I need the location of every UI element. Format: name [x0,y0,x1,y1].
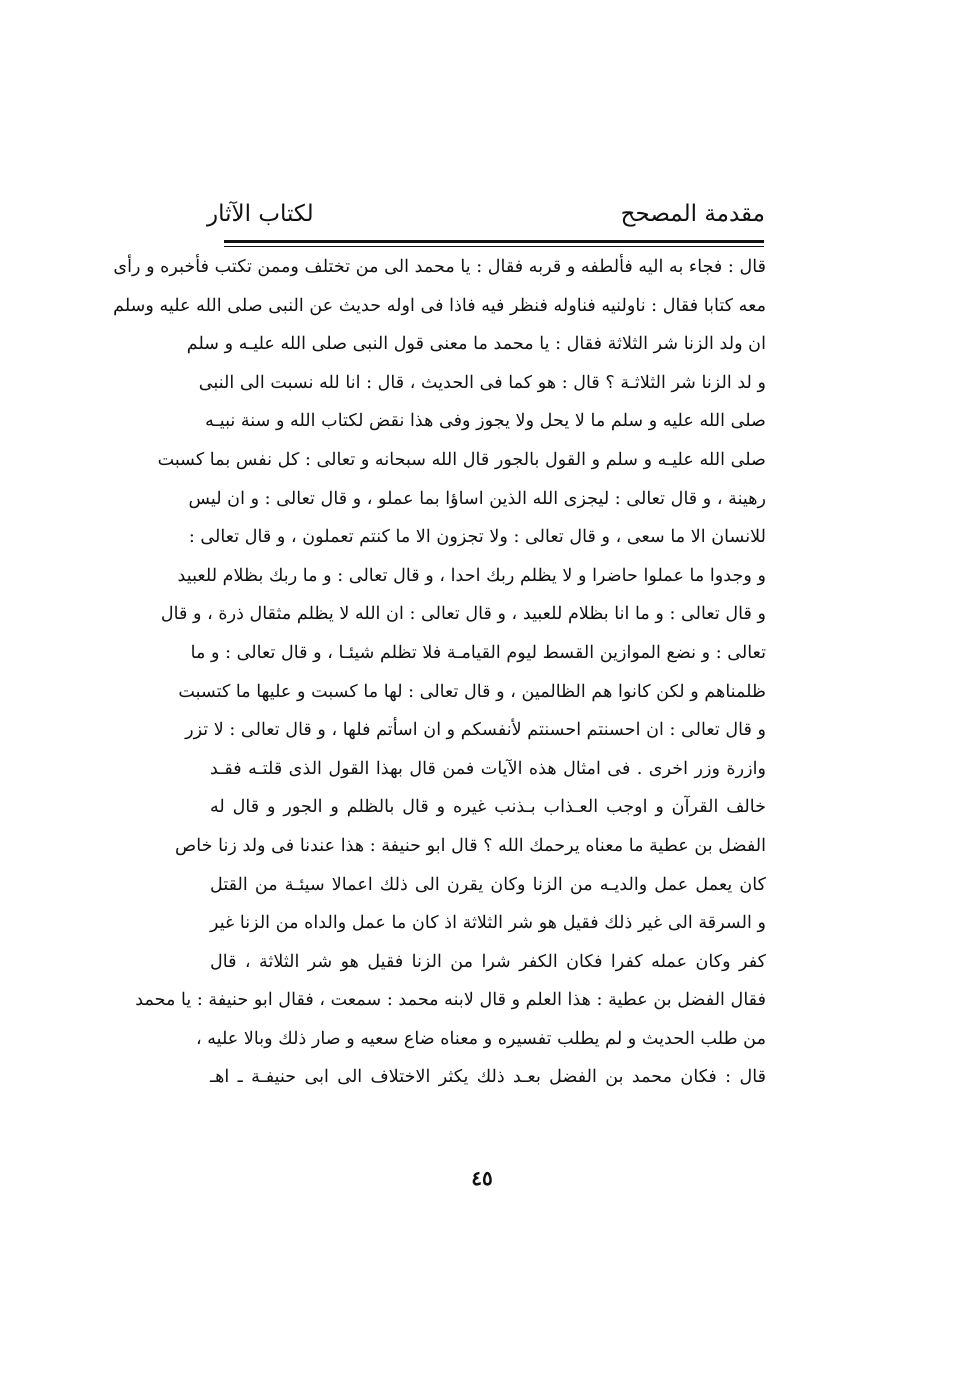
text-line: و لد الزنا شر الثلاثـة ؟ قال : هو كما فى الحديث ، قال : انا لله نسبت الى النبى [198,372,766,393]
text-line: قال : فكان محمد بن الفضل بعـد ذلك يكثر الاختلاف الى ابى حنيفـة ـ اهـ [210,1067,766,1088]
header-rule-thin [224,246,764,247]
header-rule-thick [224,240,764,243]
text-line: كان يعمل عمل والديـه من الزنا وكان يقرن الى ذلك اعمالا سيئـة من القتل [210,874,766,895]
text-line: كفر وكان عمله كفرا فكان الكفر شرا من الزنا فقيل هو شر الثلاثة ، قال [210,951,766,972]
text-line: رهينة ، و قال تعالى : ليجزى الله الذين اساؤا بما عملو ، و قال تعالى : و ان ليس [188,488,766,509]
body-text [113,248,766,1097]
text-line: ان ولد الزنا شر الثلاثة فقال : يا محمد ما معنى قول النبى صلى الله عليـه و سلم [186,334,766,355]
text-line: و قال تعالى : ان احسنتم احسنتم لأنفسكم و ان اسأتم فلها ، و قال تعالى : لا تزر [185,720,766,741]
text-line: الفضل بن عطية ما معناه يرحمك الله ؟ قال ابو حنيفة : هذا عندنا فى ولد زنا خاص [175,835,766,856]
text-line: للانسان الا ما سعى ، و قال تعالى : ولا تجزون الا ما كنتم تعملون ، و قال تعالى : [188,527,766,548]
text-line: ظلمناهم و لكن كانوا هم الظالمين ، و قال تعالى : لها ما كسبت و عليها ما كتسبت [178,681,766,702]
page-number: ٤٥ [471,1166,493,1190]
running-head-left-title: لكتاب الآثار [207,201,314,227]
text-line: و وجدوا ما عملوا حاضرا و لا يظلم ربك احدا ، و قال تعالى : و ما ربك بظلام للعبيد [177,565,766,586]
text-line: من طلب الحديث و لم يطلب تفسيره و معناه ضاع سعيه و صار ذلك وبالا عليه ، [195,1028,766,1049]
text-line: و السرقة الى غير ذلك فقيل هو شر الثلاثة اذ كان ما عمل والداه من الزنا غير [210,913,766,934]
text-line: فقال الفضل بن عطية : هذا العلم و قال لابنه محمد : سمعت ، فقال ابو حنيفة : يا محمد [135,990,766,1011]
text-line: صلى الله عليه و سلم ما لا يحل ولا يجوز وفى هذا نقض لكتاب الله و سنة نبيـه [205,411,766,432]
text-line: قال : فجاء به اليه فألطفه و قربه فقال : يا محمد الى من تختلف وممن تكتب فأخبره و رأى [113,257,766,277]
text-line: معه كتابا فقال : ناولنيه فناوله فنظر فيه فاذا فى اوله حديث عن النبى صلى الله عليه وسلم [113,295,766,316]
text-line: و قال تعالى : و ما انا بظلام للعبيد ، و قال تعالى : ان الله لا يظلم مثقال ذرة ، و قال [160,604,766,625]
text-line: صلى الله عليـه و سلم و القول بالجور قال الله سبحانه و تعالى : كل نفس بما كسبت [157,449,766,470]
text-line: خالف القرآن و اوجب العـذاب بـذنب غيره و قال بالظلم و الجور و قال له [210,797,766,818]
text-line: وازرة وزر اخرى . فى امثال هذه الآيات فمن قال بهذا القول الذى قلتـه فقـد [210,758,766,779]
running-head-right-title: مقدمة المصحح [620,201,765,227]
text-line: تعالى : و نضع الموازين القسط ليوم القيامـة فلا تظلم شيئـا ، و قال تعالى : و ما [190,642,766,663]
running-head [207,197,765,233]
